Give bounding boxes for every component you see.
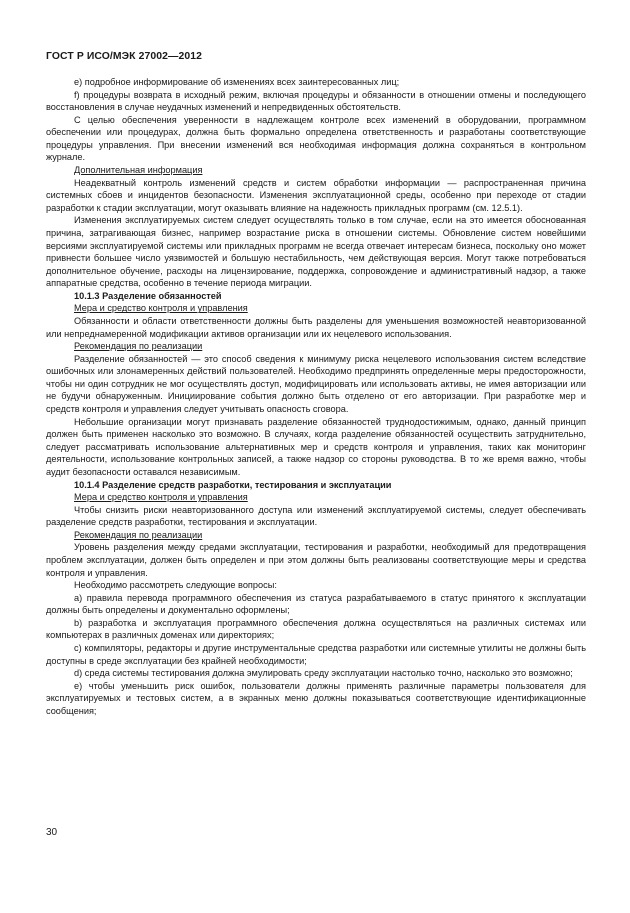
- subsection-label: Мера и средство контроля и управления: [74, 492, 248, 503]
- body-paragraph: b) разработка и эксплуатация программного обеспечения должна осуществляться на различных системах или компьютерах в различных доменах или директориях;: [46, 617, 586, 641]
- body-paragraph: d) среда системы тестирования должна эмулировать среду эксплуатации настолько точно, насколько это возможно;: [74, 668, 573, 679]
- body-paragraph: a) правила перевода программного обеспечения из статуса разрабатываемого в статус принятого к эксплуатации должны быть определены и документально оформлены;: [46, 592, 586, 616]
- body-paragraph: e) чтобы уменьшить риск ошибок, пользователи должны применять различные параметры пользователя для эксплуатируемых и тестовых систем, а в экранных меню должны показываться соответствующие идентификационные сообщения;: [46, 680, 586, 716]
- subsection-label: Рекомендация по реализации: [74, 341, 203, 352]
- subsection-label: Дополнительная информация: [74, 165, 203, 176]
- subsection-label: Мера и средство контроля и управления: [74, 303, 248, 314]
- body-paragraph: Уровень разделения между средами эксплуатации, тестирования и разработки, необходимый для предотвращения проблем эксплуатации, должен быть определен и при этом должны быть реализованы соответствующие меры и средства контроля и управления.: [46, 542, 586, 578]
- body-paragraph: Необходимо рассмотреть следующие вопросы:: [74, 580, 277, 591]
- body-paragraph: e) подробное информирование об изменениях всех заинтересованных лиц;: [74, 77, 400, 87]
- body-paragraph: Неадекватный контроль изменений средств и систем обработки информации — распространенная причина системных сбоев и инцидентов безопасности. Изменения эксплуатационной среды, особенно при переходе от стадии разработки к стадии эксплуатации, могут оказывать влияние на надежность прикладных программ (см. 12.5.1).: [46, 177, 586, 213]
- body-paragraph: Небольшие организации могут признавать разделение обязанностей труднодостижимым, однако, данный принцип должен быть применен насколько это возможно. В случаях, когда разделение обязанностей осуществить затруднительно, следует рассматривать использование альтернативных мер и средств контроля и управления, таких как мониторинг деятельности, использование контрольных записей, а также надзор со стороны руководства. В то же время важно, чтобы аудит безопасности оставался независимым.: [46, 416, 586, 477]
- document-body: [46, 76, 586, 717]
- body-paragraph: Обязанности и области ответственности должны быть разделены для уменьшения возможностей неавторизованной или непреднамеренной модификации активов организации или их нецелевого использования.: [46, 315, 586, 339]
- body-paragraph: Изменения эксплуатируемых систем следует осуществлять только в том случае, если на это имеется обоснованная причина, затрагивающая бизнес, например возрастание риска в отношении системы. Обновление систем новейшими версиями эксплуатируемой системы или прикладных программ не всегда отвечает интересам бизнеса, поскольку оно может привнести большее число уязвимостей и большую нестабильность, чем действующая версия. Могут также потребоваться дополнительное обучение, расходы на лицензирование, поддержка, сопровождение и административный надзор, а также аппаратные средства, особенно в течение периода миграции.: [46, 215, 586, 289]
- section-heading: 10.1.3 Разделение обязанностей: [74, 290, 222, 301]
- page-number: 30: [46, 827, 58, 838]
- body-paragraph: С целью обеспечения уверенности в надлежащем контроле всех изменений в оборудовании, программном обеспечении или процедурах, должна быть формально определена ответственность и разработаны соответствующие процедуры управления. При внесении изменений вся необходимая информация должна сохраняться в контрольном журнале.: [46, 114, 586, 163]
- body-paragraph: Разделение обязанностей — это способ сведения к минимуму риска нецелевого использования систем вследствие ошибочных или злонамеренных действий пользователей. Необходимо предпринять определенные меры предосторожности, чтобы ни один сотрудник не мог осуществлять доступ, модифицировать или использовать активы, не имея авторизации или не будучи обнаруженным. Инициирование события должно быть отделено от его авторизации. При разработке мер и средств контроля и управления следует учитывать опасность сговора.: [46, 353, 586, 415]
- section-heading: 10.1.4 Разделение средств разработки, тестирования и эксплуатации: [74, 479, 392, 490]
- document-header: ГОСТ Р ИСО/МЭК 27002—2012: [46, 51, 202, 62]
- body-paragraph: Чтобы снизить риски неавторизованного доступа или изменений эксплуатируемой системы, следует обеспечивать разделение средств разработки, тестирования и эксплуатации.: [46, 504, 586, 528]
- body-paragraph: f) процедуры возврата в исходный режим, включая процедуры и обязанности в отношении отмены и последующего восстановления в случае неудачных изменений и непредвиденных обстоятельств.: [46, 89, 586, 113]
- subsection-label: Рекомендация по реализации: [74, 529, 203, 540]
- body-paragraph: c) компиляторы, редакторы и другие инструментальные средства разработки или системные утилиты не должны быть доступны в среде эксплуатации без крайней необходимости;: [46, 643, 586, 666]
